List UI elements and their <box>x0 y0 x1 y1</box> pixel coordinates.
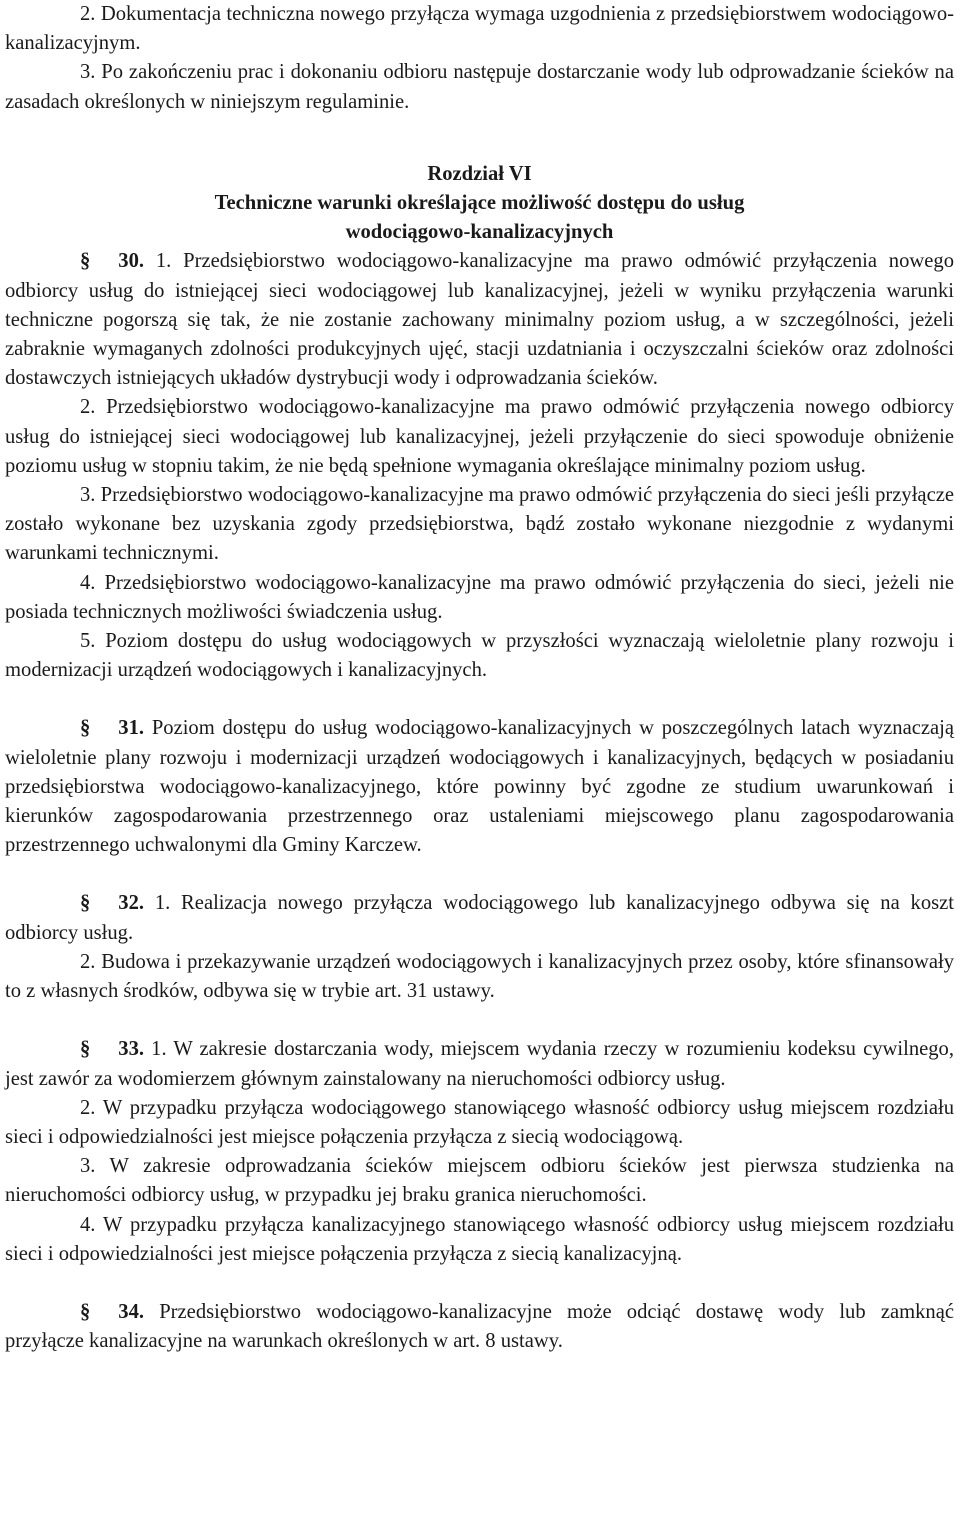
intro-paragraph-2: 2. Dokumentacja techniczna nowego przyłącza wymaga uzgodnienia z przedsiębiorstwem wodociągowo-kanalizacyjnym. <box>5 3 954 55</box>
chapter-title-line-2: wodociągowo-kanalizacyjnych <box>345 221 614 244</box>
section-30-paragraph-4: 4. Przedsiębiorstwo wodociągowo-kanalizacyjne ma prawo odmówić przyłączenia do sieci, jeżeli nie posiada technicznych możliwości świadczenia usług. <box>5 571 954 623</box>
section-30-paragraph-5: 5. Poziom dostępu do usług wodociągowych w przyszłości wyznaczają wieloletnie plany rozwoju i modernizacji urządzeń wodociągowych i kanalizacyjnych. <box>5 630 954 682</box>
section-marker <box>80 1038 90 1060</box>
section-30-paragraph-2: 2. Przedsiębiorstwo wodociągowo-kanalizacyjne ma prawo odmówić przyłączenia nowego odbiorcy usług do istniejącej sieci wodociągowej lub kanalizacyjnej, jeżeli przyłączenie do sieci spowoduje obniżenie poziomu usług w stopniu takim, że nie będą spełnione wymagania określające minimalny poziom usług. <box>5 396 954 477</box>
section-33-paragraph-2: 2. W przypadku przyłącza wodociągowego stanowiącego własność odbiorcy usług miejscem rozdziału sieci i odpowiedzialności jest miejsce połączenia przyłącza z siecią wodociągową. <box>5 1096 954 1148</box>
section-33-number: 33. <box>118 1038 145 1061</box>
spacer <box>5 1269 954 1298</box>
section-marker <box>80 250 90 272</box>
spacer <box>5 117 954 146</box>
section-30-number: 30. <box>118 250 145 273</box>
chapter-number: Rozdział VI <box>427 162 532 185</box>
spacer <box>5 860 954 889</box>
section-34-number: 34. <box>118 1300 145 1323</box>
section-marker <box>80 892 90 914</box>
section-30-paragraph-3: 3. Przedsiębiorstwo wodociągowo-kanalizacyjne ma prawo odmówić przyłączenia do sieci jeśli przyłącze zostało wykonane bez uzyskania zgody przedsiębiorstwa, bądź zostało wykonane niezgodnie z wydanymi warunkami technicznymi. <box>5 484 954 565</box>
chapter-title-line-1: Techniczne warunki określające możliwość dostępu do usług <box>214 192 745 215</box>
section-34-paragraph-1 <box>5 1298 954 1356</box>
section-32-number: 32. <box>118 892 145 915</box>
spacer <box>5 1006 954 1035</box>
section-31-paragraph-1 <box>5 714 954 860</box>
section-32-paragraph-2: 2. Budowa i przekazywanie urządzeń wodociągowych i kanalizacyjnych przez osoby, które sfinansowały to z własnych środków, odbywa się w trybie art. 31 ustawy. <box>5 950 954 1003</box>
section-33-paragraph-1 <box>5 1035 954 1093</box>
section-30-paragraph-1 <box>5 247 954 393</box>
spacer <box>5 685 954 714</box>
section-33-text-1: 1. W zakresie dostarczania wody, miejscem wydania rzeczy w rozumieniu kodeksu cywilnego, jest zawór za wodomierzem głównym zainstalowany na nieruchomości odbiorcy usług. <box>5 1038 954 1090</box>
section-31-text-1: Poziom dostępu do usług wodociągowo-kanalizacyjnych w poszczególnych latach wyznaczają wieloletnie plany rozwoju i modernizacji urządzeń wodociągowych i kanalizacyjnych, będących w posiadaniu przedsiębiorstwa wodociągowo-kanalizacyjnego, które powinny być zgodne ze studium uwarunkowań i kierunków zagospodarowania przestrzennego oraz ustaleniami miejscowego planu zagospodarowania przestrzennego uchwalonymi dla Gminy Karczew. <box>5 717 954 857</box>
section-33-paragraph-4: 4. W przypadku przyłącza kanalizacyjnego stanowiącego własność odbiorcy usług miejscem rozdziału sieci i odpowiedzialności jest miejsce połączenia przyłącza z siecią kanalizacyjną. <box>5 1213 954 1265</box>
section-32-paragraph-1 <box>5 889 954 947</box>
section-30-text-1: 1. Przedsiębiorstwo wodociągowo-kanalizacyjne ma prawo odmówić przyłączenia nowego odbiorcy usług do istniejącej sieci wodociągowej lub kanalizacyjnej, jeżeli w wyniku przyłączenia warunki techniczne pogorszą się tak, że nie zostanie zachowany minimalny poziom usług, a w szczególności, jeżeli zabraknie wymaganych zdolności produkcyjnych ujęć, stacji uzdatniania i oczyszczalni ścieków oraz zdolności dostawczych istniejących układów dystrybucji wody i odprowadzania ścieków. <box>5 250 954 390</box>
section-31-number: 31. <box>118 717 145 740</box>
section-marker <box>80 717 90 739</box>
intro-paragraph-3: 3. Po zakończeniu prac i dokonaniu odbioru następuje dostarczanie wody lub odprowadzanie ścieków na zasadach określonych w niniejszym regulaminie. <box>5 61 954 113</box>
section-marker <box>80 1301 90 1323</box>
section-32-text-1: 1. Realizacja nowego przyłącza wodociągowego lub kanalizacyjnego odbywa się na koszt odbiorcy usług. <box>5 892 954 944</box>
section-33-paragraph-3: 3. W zakresie odprowadzania ścieków miejscem odbioru ścieków jest pierwsza studzienka na nieruchomości odbiorcy usług, w przypadku jej braku granica nieruchomości. <box>5 1155 954 1207</box>
section-34-text-1: Przedsiębiorstwo wodociągowo-kanalizacyjne może odciąć dostawę wody lub zamknąć przyłącze kanalizacyjne na warunkach określonych w art. 8 ustawy. <box>5 1300 954 1353</box>
